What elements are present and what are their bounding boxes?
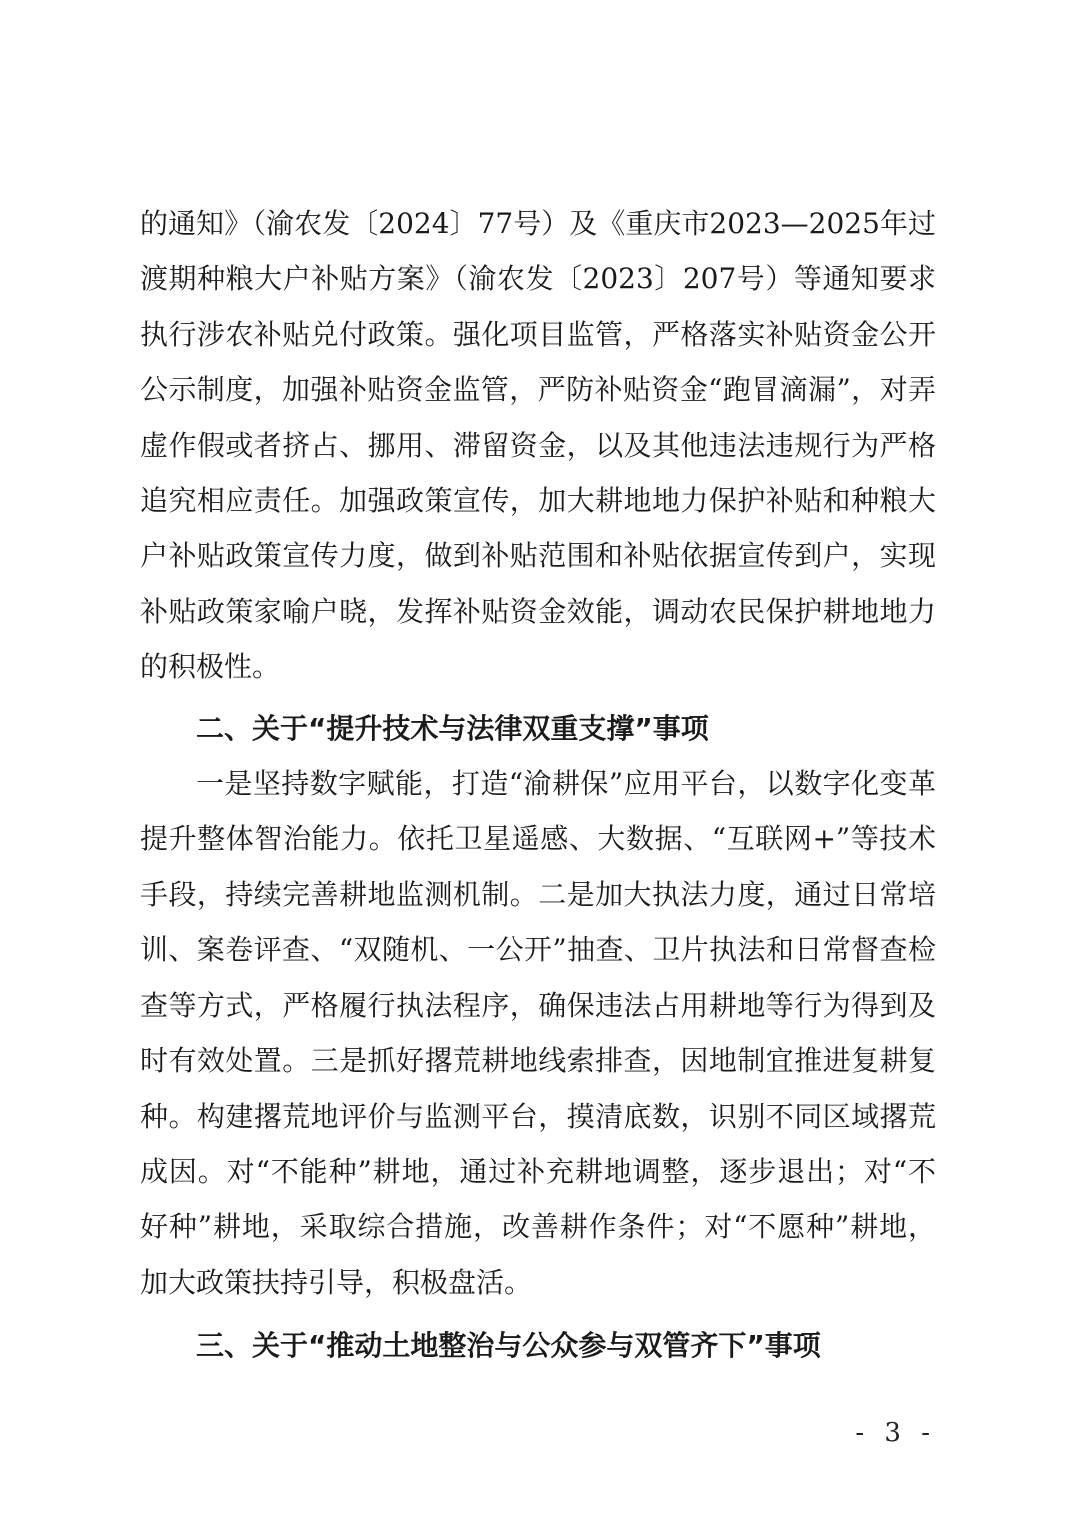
page-number: - 3 -	[855, 1418, 936, 1448]
document-body	[140, 196, 936, 1374]
body-paragraph-1: 的通知》（渝农发〔2024〕77号）及《重庆市2023—2025年过渡期种粮大户补贴方案》（渝农发〔2023〕207号）等通知要求执行涉农补贴兑付政策。强化项目监管，严格落实补贴资金公开公示制度，加强补贴资金监管，严防补贴资金“跑冒滴漏”，对弄虚作假或者挤占、挪用、滞留资金，以及其他违法违规行为严格追究相应责任。加强政策宣传，加大耕地地力保护补贴和种粮大户补贴政策宣传力度，做到补贴范围和补贴依据宣传到户，实现补贴政策家喻户晓，发挥补贴资金效能，调动农民保护耕地地力的积极性。	[140, 207, 936, 684]
section-heading-2: 二、关于“提升技术与法律双重支撑”事项	[196, 711, 709, 745]
section-heading-3: 三、关于“推动土地整治与公众参与双管齐下”事项	[196, 1329, 821, 1363]
body-paragraph-2: 一是坚持数字赋能，打造“渝耕保”应用平台，以数字化变革提升整体智治能力。依托卫星遥感、大数据、“互联网+”等技术手段，持续完善耕地监测机制。二是加大执法力度，通过日常培训、案卷评查、“双随机、一公开”抽查、卫片执法和日常督查检查等方式，严格履行执法程序，确保违法占用耕地等行为得到及时有效处置。三是抓好撂荒耕地线索排查，因地制宜推进复耕复种。构建撂荒地评价与监测平台，摸清底数，识别不同区域撂荒成因。对“不能种”耕地，通过补充耕地调整，逐步退出；对“不好种”耕地，采取综合措施，改善耕作条件；对“不愿种”耕地，加大政策扶持引导，积极盘活。	[140, 767, 936, 1299]
